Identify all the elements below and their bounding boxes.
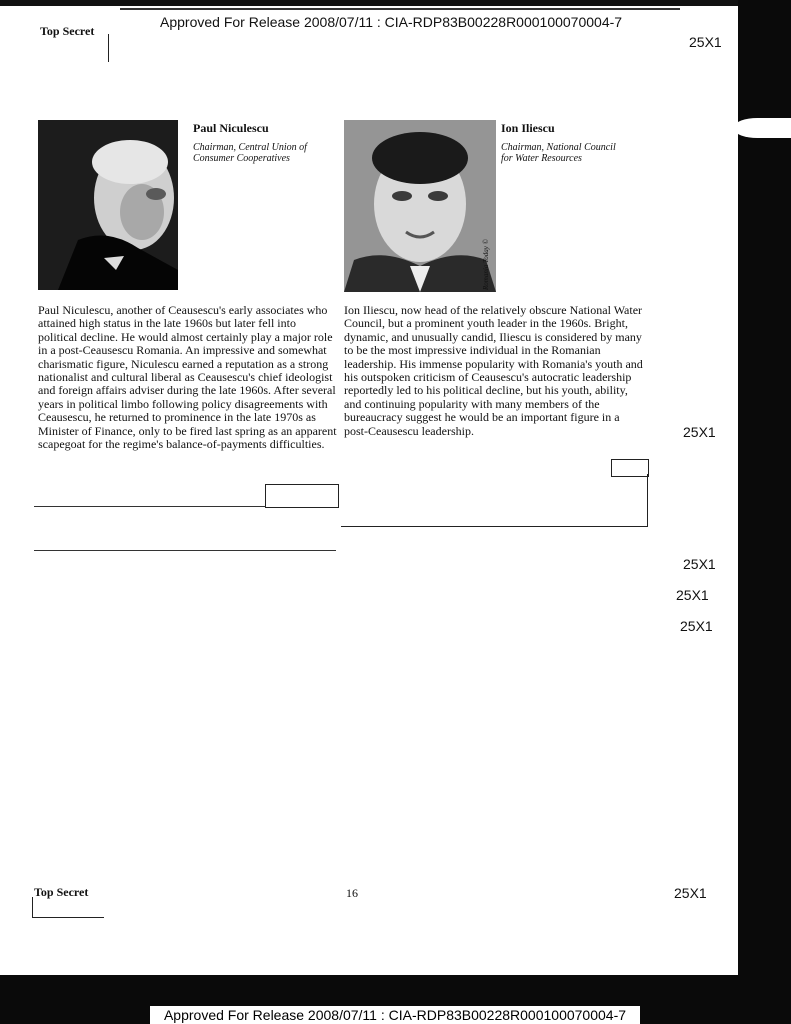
profile-name: Paul Niculescu (193, 121, 269, 135)
profile-role (501, 142, 651, 164)
scan-artifact (735, 118, 791, 138)
portrait-photo-iliescu (344, 120, 496, 292)
portrait-photo-niculescu (38, 120, 178, 290)
redaction-box (611, 459, 649, 477)
divider-rule (34, 506, 266, 507)
divider-rule (34, 550, 336, 551)
profile-name: Ion Iliescu (501, 121, 555, 135)
profile-role-line: Chairman, National Council (501, 142, 616, 153)
scan-edge-top (0, 0, 791, 6)
release-stamp-bottom: Approved For Release 2008/07/11 : CIA-RDP83B00228R000100070004-7 (150, 1006, 640, 1024)
exemption-code: 25X1 (680, 618, 713, 634)
exemption-code: 25X1 (674, 885, 707, 901)
profile-role-line: Consumer Cooperatives (193, 153, 290, 164)
classification-bottom: Top Secret (34, 885, 89, 899)
exemption-code: 25X1 (676, 587, 709, 603)
exemption-code: 25X1 (683, 556, 716, 572)
photo-credit: Romania Today © (482, 239, 490, 290)
scan-edge-line (120, 8, 680, 10)
profile-bio-iliescu: Ion Iliescu, now head of the relatively obscure National Water Council, but a prominent youth leader in the 1960s. Bright, dynamic, and unusually candid, Iliescu is considered by many to be the most impressive individual in the Romanian leadership. His immense popularity with Romania's youth and his outspoken criticism of Ceausescu's autocratic leadership reportedly led to his political decline, but his youth, ability, and continuing popularity with many members of the bureaucracy suggest he would be an important figure in a post-Ceausescu leadership. (344, 303, 643, 438)
classification-top: Top Secret (40, 24, 95, 38)
profile-role-line: Chairman, Central Union of (193, 142, 307, 153)
page-number: 16 (346, 886, 358, 900)
release-stamp-top: Approved For Release 2008/07/11 : CIA-RDP83B00228R000100070004-7 (160, 14, 623, 30)
exemption-code: 25X1 (683, 424, 716, 440)
classification-bar (32, 917, 104, 918)
profile-role-line: for Water Resources (501, 153, 582, 164)
scan-edge-right (738, 0, 791, 1024)
profile-role (193, 142, 343, 164)
profile-bio-niculescu: Paul Niculescu, another of Ceausescu's early associates who attained high status in the late 1960s but later fell into political decline. He would almost certainly play a major role in a post-Ceausescu Romania. An impressive and somewhat charismatic figure, Niculescu earned a reputation as a strong nationalist and cultural liberal as Ceausescu's chief ideologist and foreign affairs adviser during the late 1960s. After several years in political limbo following policy disagreements with Ceausescu, he returned to prominence in the late 1970s as Minister of Finance, only to be fired last spring as an apparent scapegoat for the regime's balance-of-payments difficulties. (38, 303, 337, 452)
redaction-box (341, 474, 648, 527)
exemption-code: 25X1 (689, 34, 722, 50)
redaction-box (265, 484, 339, 508)
classification-bar (32, 897, 33, 917)
classification-bar (108, 34, 109, 62)
